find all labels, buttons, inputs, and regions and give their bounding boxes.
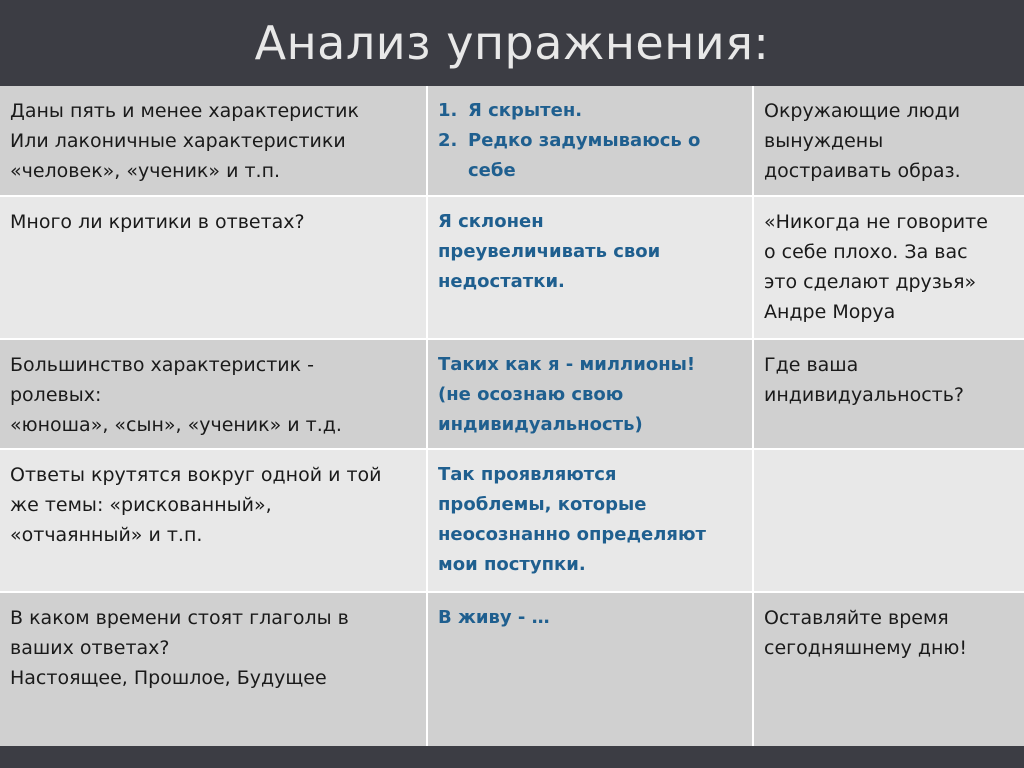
text-line: (не осознаю свою [438,384,624,405]
analysis-table [0,86,1024,749]
text-line: Я склонен [438,211,544,232]
text-line: «человек», «ученик» и т.п. [10,160,281,182]
text-line: Где ваша [764,354,859,376]
row-4-comment [753,449,1024,592]
table-row [0,86,1024,196]
table-row [0,592,1024,748]
text-line: индивидуальность? [764,384,965,406]
numbered-list [438,96,742,186]
row-3-interpretation [427,339,753,449]
text-line: Ответы крутятся вокруг одной и той [10,464,382,486]
text-line: Я скрытен. [468,100,583,121]
text-line: «юноша», «сын», «ученик» и т.д. [10,414,342,436]
text-line: Большинство характеристик - [10,354,314,376]
row-1-indicator [0,86,427,196]
list-number: 1. [438,100,458,121]
text-line: индивидуальность) [438,414,643,435]
text-line: себе [468,160,516,181]
footer-strip [0,746,1024,768]
list-item [438,126,742,186]
row-1-comment [753,86,1024,196]
text-line: Или лаконичные характеристики [10,130,346,152]
row-4-interpretation [427,449,753,592]
text-line: Андре Моруа [764,301,896,323]
row-5-interpretation [427,592,753,748]
text-line: Редко задумываюсь о [468,130,701,151]
text-line: Таких как я - миллионы! [438,354,696,375]
text-line: Так проявляются [438,464,617,485]
row-5-indicator [0,592,427,748]
text-line: Настоящее, Прошлое, Будущее [10,667,327,689]
row-3-comment [753,339,1024,449]
text-line: В каком времени стоят глаголы в [10,607,349,629]
table-row [0,339,1024,449]
text-line: ролевых: [10,384,102,406]
row-4-indicator [0,449,427,592]
list-number: 2. [438,130,458,151]
text-line: Оставляйте время [764,607,949,629]
table-row [0,449,1024,592]
text-line: «отчаянный» и т.п. [10,524,203,546]
row-1-interpretation [427,86,753,196]
text-line: это сделают друзья» [764,271,977,293]
text-line: достраивать образ. [764,160,961,182]
row-5-comment [753,592,1024,748]
row-2-interpretation [427,196,753,339]
slide-title: Анализ упражнения: [254,16,770,70]
text-line: вынуждены [764,130,884,152]
text-line: Окружающие люди [764,100,961,122]
row-3-indicator [0,339,427,449]
text-line: же темы: «рискованный», [10,494,272,516]
text-line: В живу - … [438,607,550,628]
text-line: Даны пять и менее характеристик [10,100,359,122]
text-line: о себе плохо. За вас [764,241,968,263]
text-line: ваших ответах? [10,637,170,659]
row-2-indicator [0,196,427,339]
table-row [0,196,1024,339]
text-line: проблемы, которые [438,494,647,515]
list-item [438,96,742,126]
text-line: «Никогда не говорите [764,211,988,233]
text-line: преувеличивать свои [438,241,661,262]
text-line: мои поступки. [438,554,586,575]
text-line: сегодняшнему дню! [764,637,968,659]
text-line: неосознанно определяют [438,524,706,545]
row-2-comment [753,196,1024,339]
text-line: Много ли критики в ответах? [10,211,305,233]
text-line: недостатки. [438,271,565,292]
